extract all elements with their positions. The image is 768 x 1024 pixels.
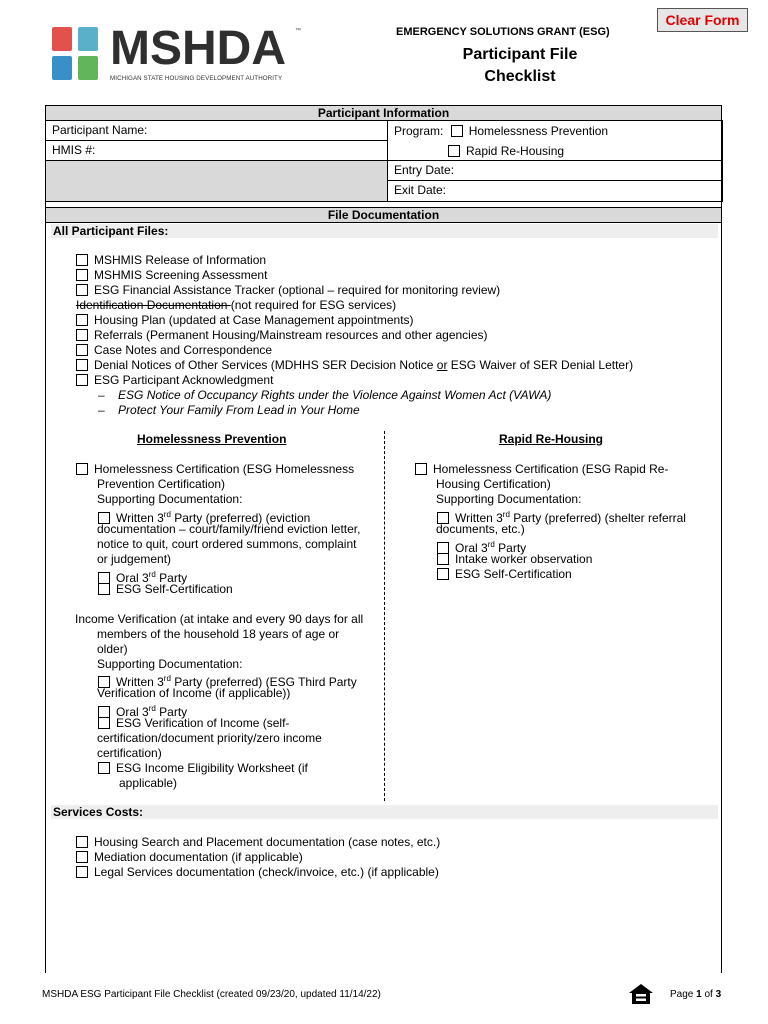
item-label: Party [155,705,188,719]
file-documentation-header: File Documentation [45,207,722,223]
checkbox-housing-plan[interactable] [76,314,88,326]
entry-date-field[interactable] [387,160,723,181]
hp-cert-cont: Prevention Certification) [97,477,226,491]
item-label: Housing Search and Placement documentation (case notes, etc.) [94,835,441,849]
form-subtitle: EMERGENCY SOLUTIONS GRANT (ESG) [396,26,610,38]
item-label: Oral 3 [455,541,488,555]
ordinal: rd [163,674,171,683]
item-label: ESG Waiver of SER Denial Letter) [447,358,634,372]
page-total: 3 [715,989,722,1000]
identification-struck: Identification Documentation [76,298,231,312]
item-label: ESG Participant Acknowledgment [94,373,274,387]
hp-written-cont: or judgement) [97,552,172,566]
program-option-rrh: Rapid Re-Housing [466,144,565,158]
checklist-item [76,313,414,328]
equal-housing-opportunity-icon [628,982,654,1008]
hmis-field[interactable] [45,140,388,161]
item-label: Case Notes and Correspondence [94,343,273,357]
dash: – [98,403,105,417]
sub-item-vawa [98,388,551,403]
item-label: Intake worker observation [455,552,593,566]
sub-item-label: Protect Your Family From Lead in Your Home [118,403,360,417]
clear-form-button[interactable]: Clear Form [657,8,748,32]
item-label: Written 3 [455,511,503,525]
hp-written-cont: documentation – court/family/friend eviction letter, [97,522,361,536]
income-verification-item [98,716,289,731]
checklist-item [76,850,303,865]
checklist-item [76,283,500,298]
checkbox-rrh-certification[interactable] [415,463,427,475]
page-of: of [701,989,716,1000]
page-label: Page [670,989,697,1000]
form-frame [45,105,722,973]
item-label: Party [494,541,527,555]
income-worksheet-item [98,761,308,776]
checkbox-housing-search[interactable] [76,836,88,848]
ordinal: rd [487,540,495,549]
logo-tagline: MICHIGAN STATE HOUSING DEVELOPMENT AUTHORITY [110,75,283,82]
income-verification-heading: Income Verification (at intake and every 90 days for all [75,612,364,626]
rrh-intake-item [437,552,592,567]
item-label: ESG Verification of Income (self- [116,716,290,730]
sub-item-label: ESG Notice of Occupancy Rights under the Violence Against Women Act (VAWA) [118,388,552,402]
item-label: Written 3 [116,511,164,525]
identification-note: (not required for ESG services) [230,298,397,312]
checklist-item [76,268,267,283]
income-supporting-doc-label: Supporting Documentation: [97,657,243,671]
participant-name-label: Participant Name: [52,123,148,137]
ordinal: rd [148,704,156,713]
checkbox-program-homelessness-prevention[interactable] [451,125,463,137]
checkbox-legal-services[interactable] [76,866,88,878]
item-label: Mediation documentation (if applicable) [94,850,303,864]
income-verification-item-cont: certification/document priority/zero income [97,731,322,745]
item-label: Oral 3 [116,571,149,585]
services-costs-heading: Services Costs: [51,805,718,819]
logo-square-blue [52,56,72,80]
ordinal: rd [502,510,510,519]
income-written-cont: Verification of Income (if applicable)) [97,686,291,700]
income-verification-cont: members of the household 18 years of age or [97,627,340,641]
checkbox-acknowledgment[interactable] [76,374,88,386]
grey-filler-cell [45,160,388,202]
hp-cert-item [76,462,354,477]
checklist-item [76,373,273,388]
hp-column-heading: Homelessness Prevention [137,432,287,446]
checkbox-financial-tracker[interactable] [76,284,88,296]
logo-trademark: ™ [295,28,301,34]
checkbox-income-eligibility-worksheet[interactable] [98,762,110,774]
item-label: Housing Plan (updated at Case Management appointments) [94,313,414,327]
hp-written-cont: notice to quit, court ordered summons, complaint [97,537,357,551]
checklist-item [76,343,272,358]
logo-square-teal [78,27,98,51]
identification-item [76,298,396,313]
checkbox-esg-verification-of-income[interactable] [98,717,110,729]
column-divider [384,431,385,801]
exit-date-label: Exit Date: [394,183,447,197]
item-label: Written 3 [116,675,164,689]
sub-item-lead [98,403,360,418]
item-label: ESG Financial Assistance Tracker (optional – required for monitoring review) [94,283,501,297]
ordinal: rd [163,510,171,519]
item-label: ESG Self-Certification [455,567,572,581]
rrh-column-heading: Rapid Re-Housing [499,432,603,446]
checkbox-mediation[interactable] [76,851,88,863]
form-title [420,44,620,88]
item-label: Denial Notices of Other Services (MDHHS SER Decision Notice [94,358,437,372]
dash: – [98,388,105,402]
form-title-line2: Checklist [484,68,556,85]
rrh-written-cont: documents, etc.) [436,522,525,536]
item-label: Referrals (Permanent Housing/Mainstream resources and other agencies) [94,328,488,342]
logo-wordmark: MSHDA [110,22,286,75]
checklist-item [76,835,440,850]
income-worksheet-cont: applicable) [119,776,178,790]
item-label: Homelessness Certification (ESG Rapid Re- [433,462,669,476]
checklist-item [76,328,488,343]
program-option-hp: Homelessness Prevention [468,124,609,138]
exit-date-field[interactable] [387,180,723,202]
footer-text: MSHDA ESG Participant File Checklist (created 09/23/20, updated 11/14/22) [42,989,381,1000]
income-verification-item-cont: certification) [97,746,162,760]
participant-info-header: Participant Information [45,105,722,121]
checkbox-rrh-self-certification[interactable] [437,568,449,580]
checklist-item [76,358,633,373]
item-label: Party (preferred) (eviction [170,511,311,525]
hp-supporting-doc-label: Supporting Documentation: [97,492,243,506]
checkbox-release-of-info[interactable] [76,254,88,266]
program-label: Program: [394,124,444,138]
checklist-item [76,253,266,268]
item-label: MSHMIS Screening Assessment [94,268,268,282]
item-label: Homelessness Certification (ESG Homelessness [94,462,355,476]
checkbox-rrh-intake-observation[interactable] [437,553,449,565]
all-participant-files-heading: All Participant Files: [51,224,718,238]
rrh-cert-cont: Housing Certification) [436,477,551,491]
hmis-label: HMIS #: [52,143,96,157]
entry-date-label: Entry Date: [394,163,455,177]
item-label: Party [155,571,188,585]
checkbox-program-rapid-rehousing[interactable] [448,145,460,157]
checkbox-hp-self-certification[interactable] [98,583,110,595]
checkbox-hp-certification[interactable] [76,463,88,475]
ordinal: rd [148,570,156,579]
item-label: Party (preferred) (shelter referral [509,511,686,525]
item-label: ESG Income Eligibility Worksheet (if [116,761,308,775]
checkbox-case-notes[interactable] [76,344,88,356]
hp-self-item [98,582,233,597]
item-label: Oral 3 [116,705,149,719]
rrh-self-item [437,567,572,582]
checkbox-referrals[interactable] [76,329,88,341]
page-number [670,989,721,1000]
item-label: Legal Services documentation (check/invoice, etc.) (if applicable) [94,865,439,879]
checkbox-screening-assessment[interactable] [76,269,88,281]
item-label: MSHMIS Release of Information [94,253,267,267]
program-cell [387,120,723,161]
logo-square-red [52,27,72,51]
item-label-or: or [436,358,448,372]
item-label: Party (preferred) (ESG Third Party [170,675,357,689]
participant-name-field[interactable] [45,120,388,141]
checklist-item [76,865,439,880]
checkbox-denial-notices[interactable] [76,359,88,371]
mshda-logo [52,22,312,85]
rrh-supporting-doc-label: Supporting Documentation: [436,492,582,506]
rrh-cert-item [415,462,668,477]
page-current: 1 [696,989,702,1000]
item-label: ESG Self-Certification [116,582,233,596]
logo-square-green [78,56,98,80]
form-title-line1: Participant File [462,46,578,63]
income-verification-cont: older) [97,642,128,656]
